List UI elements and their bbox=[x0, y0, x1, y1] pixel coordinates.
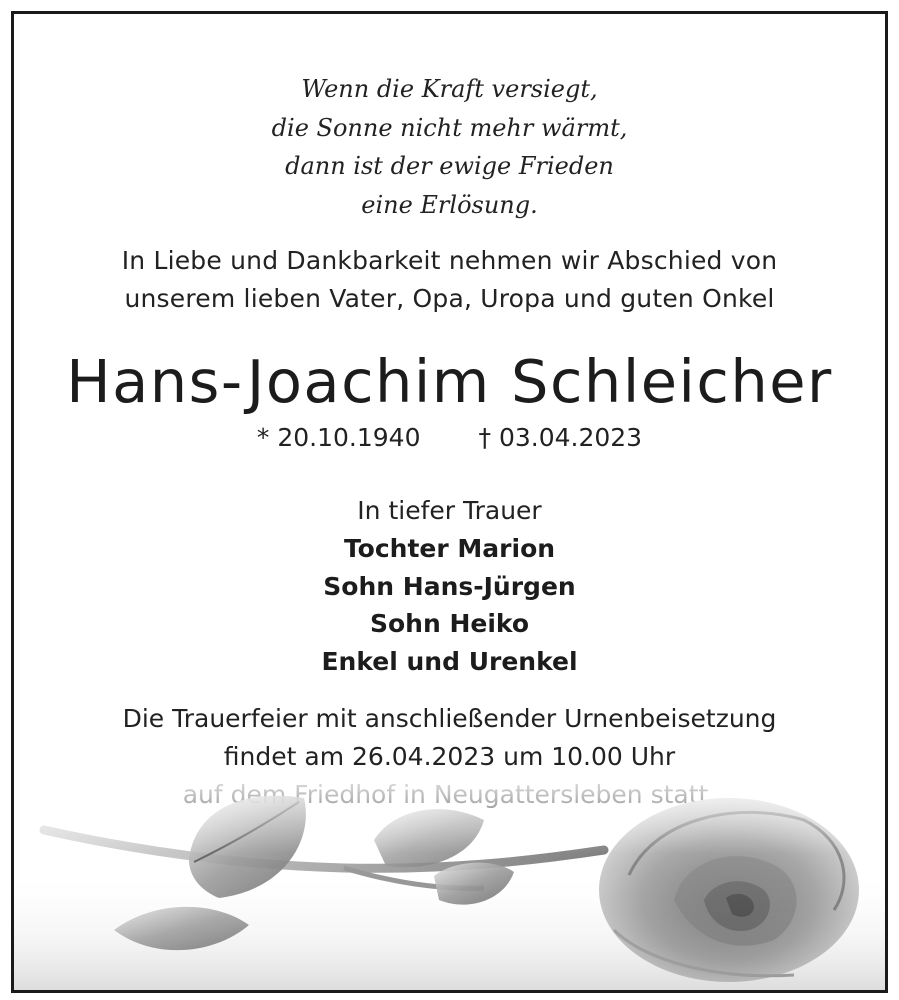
mourner-name: Sohn Hans-Jürgen bbox=[323, 571, 576, 601]
mourner-name: Tochter Marion bbox=[343, 534, 556, 563]
intro-line: unserem lieben Vater, Opa, Uropa und guten Onkel bbox=[124, 284, 775, 313]
obituary-frame bbox=[11, 11, 888, 993]
life-dates bbox=[14, 418, 885, 458]
mourners-list bbox=[14, 530, 885, 680]
poem-line: eine Erlösung. bbox=[361, 190, 538, 219]
rose-icon bbox=[14, 780, 885, 990]
poem-block bbox=[14, 70, 885, 224]
birth-date: * 20.10.1940 bbox=[256, 423, 421, 452]
mourner-name: Enkel und Urenkel bbox=[321, 646, 578, 676]
deceased-name: Hans-Joachim Schleicher bbox=[66, 347, 833, 416]
farewell-intro bbox=[14, 242, 885, 318]
intro-line: In Liebe und Dankbarkeit nehmen wir Abschied von bbox=[121, 246, 778, 275]
poem-line: Wenn die Kraft versiegt, bbox=[301, 75, 598, 103]
death-date: † 03.04.2023 bbox=[478, 423, 643, 452]
poem-line: dann ist der ewige Frieden bbox=[285, 152, 614, 180]
poem-line: die Sonne nicht mehr wärmt, bbox=[271, 113, 628, 142]
mourning-intro: In tiefer Trauer bbox=[357, 496, 542, 525]
ceremony-line: findet am 26.04.2023 um 10.00 Uhr bbox=[223, 742, 676, 771]
ceremony-line: Die Trauerfeier mit anschließender Urnenbeisetzung bbox=[122, 704, 777, 733]
mourner-name: Sohn Heiko bbox=[369, 609, 530, 638]
